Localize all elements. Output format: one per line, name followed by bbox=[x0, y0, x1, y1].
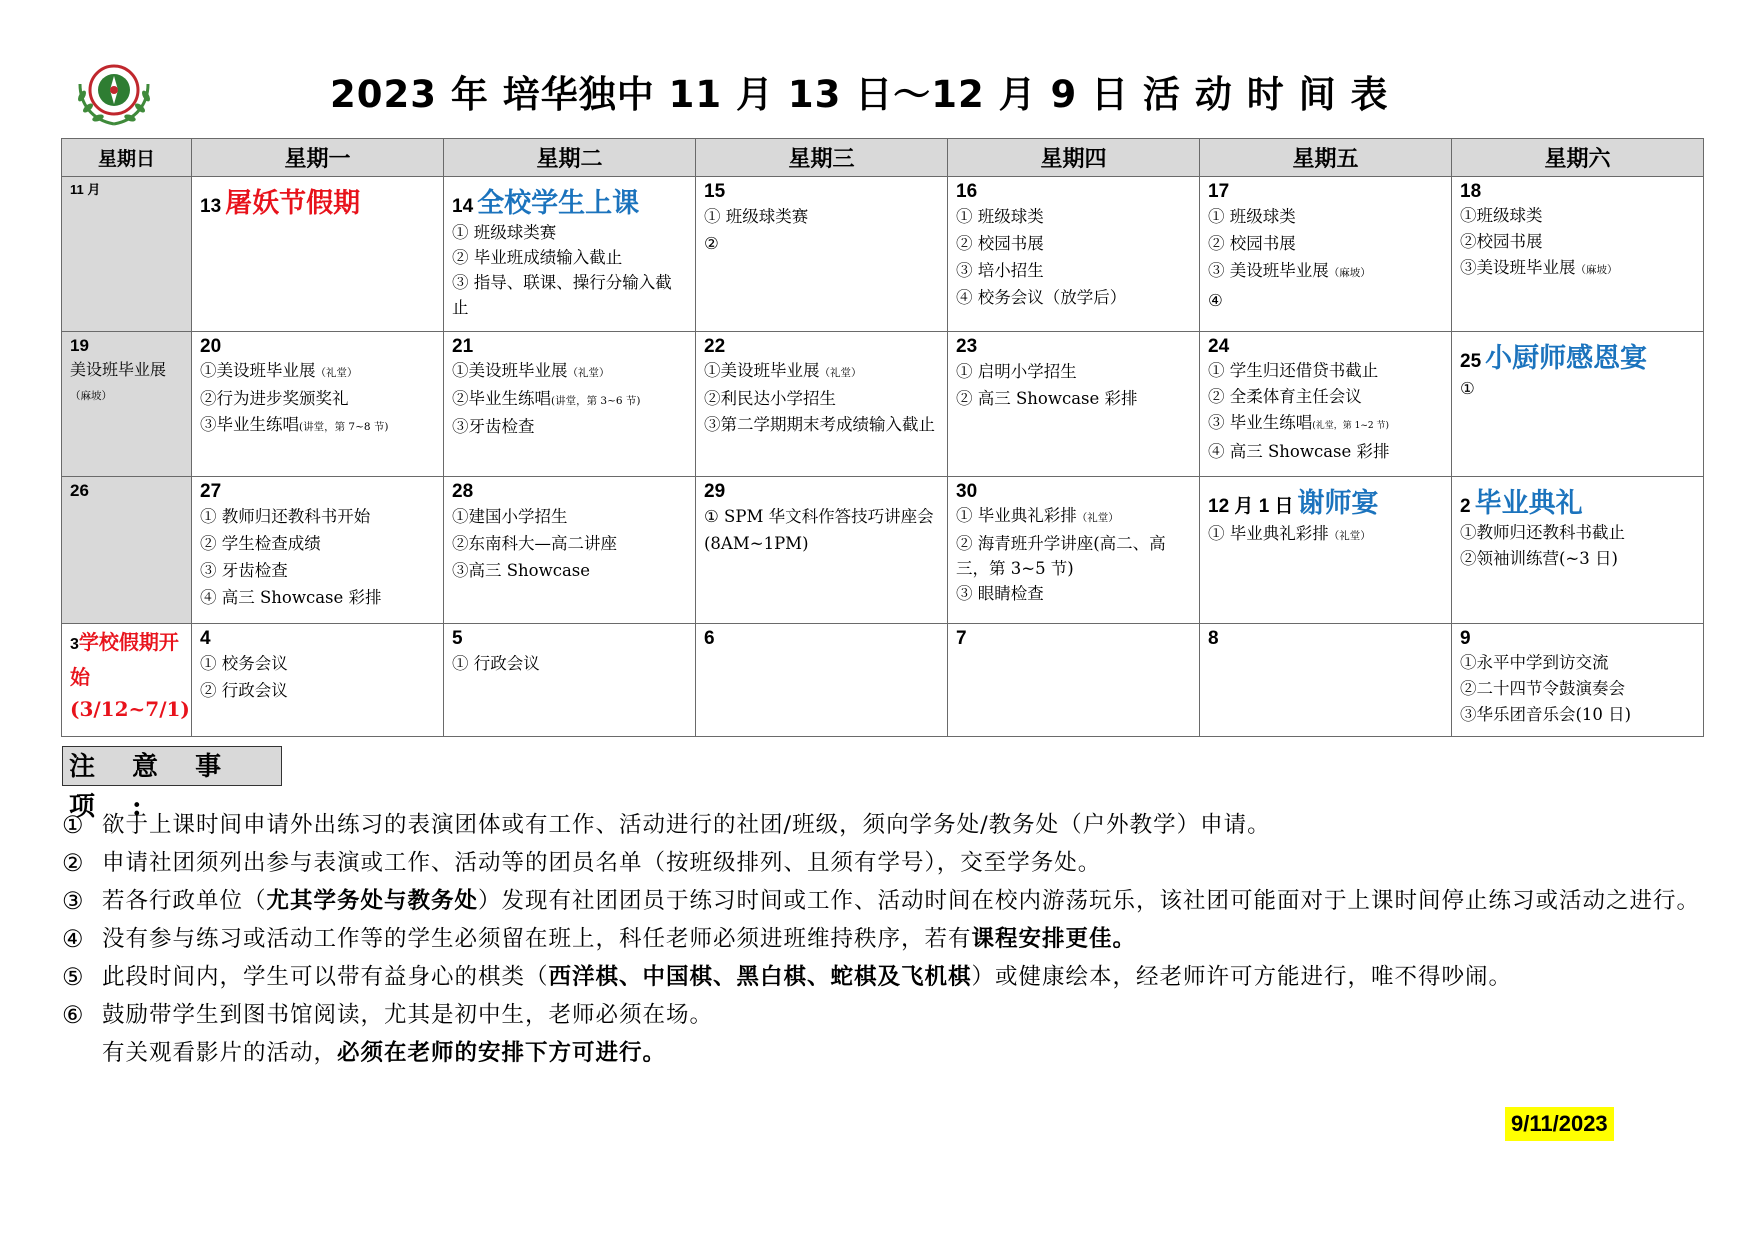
event-item: ② 校园书展 bbox=[1208, 234, 1296, 253]
event-note: （礼堂） bbox=[1328, 530, 1371, 542]
page-title: 2023 年 培华独中 11 月 13 日～12 月 9 日 活 动 时 间 表 bbox=[330, 73, 1389, 116]
event-item: ① 班级球类赛 bbox=[704, 207, 809, 226]
event-note: （麻坡） bbox=[70, 390, 112, 402]
note-text: 若各行政单位（尤其学务处与教务处）发现有社团团员于练习时间或工作、活动时间在校内游荡玩乐，该社团可能面对于上课时间停止练习或活动之进行。 bbox=[102, 888, 1701, 914]
event-item: ③ 毕业生练唱(礼堂，第 1~2 节) bbox=[1208, 413, 1389, 432]
event-item: ① 毕业典礼彩排（礼堂） bbox=[956, 506, 1119, 525]
weekday-header: 星期五 bbox=[1200, 139, 1452, 177]
day-number: 23 bbox=[956, 336, 978, 357]
event-item: ① 学生归还借贷书截止 bbox=[1208, 361, 1379, 380]
weekday-header: 星期二 bbox=[444, 139, 696, 177]
note-item bbox=[62, 1034, 1722, 1072]
event-item: ① 毕业典礼彩排（礼堂） bbox=[1208, 524, 1371, 543]
event-item: ① 班级球类赛 bbox=[452, 223, 557, 242]
event-item: ③牙齿检查 bbox=[452, 417, 535, 436]
notes-list bbox=[62, 806, 1722, 1072]
day-number: 9 bbox=[1460, 628, 1471, 649]
event-note: (礼堂，第 1~2 节) bbox=[1312, 421, 1389, 431]
day-cell bbox=[192, 332, 444, 477]
event-item: ② 全柔体育主任会议 bbox=[1208, 387, 1362, 406]
event-item: ② 校园书展 bbox=[956, 234, 1044, 253]
event-item: ④ 校务会议（放学后） bbox=[956, 288, 1127, 307]
event-item: ① 行政会议 bbox=[452, 654, 540, 673]
day-cell bbox=[696, 177, 948, 332]
day-number: 11 月 bbox=[70, 182, 101, 197]
day-cell bbox=[948, 477, 1200, 624]
sunday-cell bbox=[62, 624, 192, 737]
event-item: ②校园书展 bbox=[1460, 232, 1543, 251]
event-item: ② 海青班升学讲座(高二、高三，第 3~5 节) bbox=[956, 534, 1166, 578]
day-cell bbox=[948, 624, 1200, 737]
day-number: 22 bbox=[704, 336, 726, 357]
day-number: 4 bbox=[200, 628, 211, 649]
day-number: 17 bbox=[1208, 181, 1230, 202]
day-cell bbox=[1452, 477, 1704, 624]
event-note: （麻坡） bbox=[1328, 267, 1371, 279]
event-item: ② 高三 Showcase 彩排 bbox=[956, 389, 1138, 408]
note-text: 没有参与练习或活动工作等的学生必须留在班上，科任老师必须进班维持秩序，若有课程安排更佳。 bbox=[102, 926, 1137, 952]
note-number: ② bbox=[62, 849, 85, 877]
event-item: ① 教师归还教科书开始 bbox=[200, 507, 371, 526]
day-cell bbox=[444, 477, 696, 624]
note-item bbox=[62, 844, 1722, 882]
event-item: ③ 指导、联课、操行分输入截止 bbox=[452, 273, 672, 317]
event-item: ③美设班毕业展（麻坡） bbox=[1460, 258, 1618, 277]
event-item: ② 学生检查成绩 bbox=[200, 534, 321, 553]
note-text: 鼓励带学生到图书馆阅读，尤其是初中生，老师必须在场。 bbox=[102, 1002, 714, 1028]
event-highlight: 谢师宴 bbox=[1297, 488, 1379, 519]
event-item: ① 校务会议 bbox=[200, 654, 288, 673]
holiday-range: (3/12~7/1) bbox=[70, 697, 190, 721]
holiday-label: 学校假期开始 bbox=[70, 630, 179, 689]
day-cell bbox=[1452, 624, 1704, 737]
day-cell bbox=[696, 624, 948, 737]
day-number: 6 bbox=[704, 628, 715, 649]
day-number: 29 bbox=[704, 481, 726, 502]
note-item bbox=[62, 920, 1722, 958]
school-logo bbox=[74, 56, 154, 128]
day-cell bbox=[192, 624, 444, 737]
event-note: （麻坡） bbox=[1575, 264, 1618, 276]
day-cell bbox=[444, 624, 696, 737]
event-item: ③ 眼睛检查 bbox=[956, 584, 1044, 603]
week-row bbox=[62, 624, 1704, 737]
day-cell bbox=[444, 177, 696, 332]
day-number: 16 bbox=[956, 181, 978, 202]
event-item: ③高三 Showcase bbox=[452, 561, 591, 580]
day-number: 8 bbox=[1208, 628, 1219, 649]
event-item: ②东南科大—高二讲座 bbox=[452, 534, 617, 553]
event-item: ①永平中学到访交流 bbox=[1460, 653, 1609, 672]
day-number: 21 bbox=[452, 336, 474, 357]
note-number: ① bbox=[62, 811, 85, 839]
sunday-cell bbox=[62, 477, 192, 624]
schedule-table bbox=[61, 138, 1704, 737]
day-cell bbox=[1200, 477, 1452, 624]
event-item: ② 毕业班成绩输入截止 bbox=[452, 248, 623, 267]
note-number: ⑤ bbox=[62, 963, 85, 991]
day-number: 30 bbox=[956, 481, 978, 502]
note-item bbox=[62, 806, 1722, 844]
event-item: ③ 培小招生 bbox=[956, 261, 1044, 280]
event-item: ①美设班毕业展（礼堂） bbox=[452, 361, 610, 380]
event-highlight: 小厨师感恩宴 bbox=[1485, 343, 1648, 374]
note-text: 申请社团须列出参与表演或工作、活动等的团员名单（按班级排列、且须有学号），交至学务处。 bbox=[102, 850, 1102, 876]
event-item: ③ 美设班毕业展（麻坡） bbox=[1208, 261, 1371, 280]
weekday-header: 星期四 bbox=[948, 139, 1200, 177]
event-item: ③毕业生练唱(讲堂，第 7~8 节) bbox=[200, 415, 389, 434]
event-item: ① bbox=[1460, 379, 1475, 398]
event-item: ①教师归还教科书截止 bbox=[1460, 523, 1625, 542]
weekday-header: 星期一 bbox=[192, 139, 444, 177]
event-item: ④ 高三 Showcase 彩排 bbox=[200, 588, 382, 607]
event-item: ②行为进步奖颁奖礼 bbox=[200, 389, 349, 408]
day-number: 27 bbox=[200, 481, 222, 502]
day-number: 20 bbox=[200, 336, 222, 357]
day-number: 28 bbox=[452, 481, 474, 502]
event-highlight: 屠妖节假期 bbox=[225, 188, 361, 219]
event-item: ①美设班毕业展（礼堂） bbox=[200, 361, 358, 380]
event-item: ③ 牙齿检查 bbox=[200, 561, 288, 580]
note-number: ⑥ bbox=[62, 1001, 85, 1029]
event-item: ①班级球类 bbox=[1460, 206, 1543, 225]
day-cell bbox=[1452, 177, 1704, 332]
day-number: 7 bbox=[956, 628, 967, 649]
event-item: ① 班级球类 bbox=[1208, 207, 1296, 226]
event-highlight: 全校学生上课 bbox=[477, 188, 640, 219]
day-cell bbox=[444, 332, 696, 477]
day-cell bbox=[696, 332, 948, 477]
week-row bbox=[62, 177, 1704, 332]
sunday-cell bbox=[62, 177, 192, 332]
event-note: （礼堂） bbox=[1076, 512, 1119, 524]
event-highlight: 毕业典礼 bbox=[1474, 488, 1583, 519]
day-number: 15 bbox=[704, 181, 726, 202]
note-item bbox=[62, 882, 1722, 920]
weekday-header-row bbox=[62, 139, 1704, 177]
weekday-header: 星期日 bbox=[62, 139, 192, 177]
event-item: ①建国小学招生 bbox=[452, 507, 568, 526]
day-cell bbox=[696, 477, 948, 624]
event-item: ④ 高三 Showcase 彩排 bbox=[1208, 442, 1390, 461]
day-cell bbox=[1200, 624, 1452, 737]
event-item: ① 启明小学招生 bbox=[956, 362, 1077, 381]
note-item bbox=[62, 996, 1722, 1034]
notice-heading: 注 意 事 项 : bbox=[62, 746, 282, 786]
day-number: 13 bbox=[200, 196, 222, 217]
note-number: ③ bbox=[62, 887, 85, 915]
day-cell bbox=[948, 332, 1200, 477]
day-number: 19 bbox=[70, 336, 89, 355]
day-number: 26 bbox=[70, 481, 89, 500]
note-number: ④ bbox=[62, 925, 85, 953]
day-cell bbox=[192, 177, 444, 332]
note-item bbox=[62, 958, 1722, 996]
date-badge: 9/11/2023 bbox=[1505, 1107, 1614, 1141]
sunday-note: 美设班毕业展 bbox=[70, 360, 167, 379]
day-number: 3 bbox=[70, 636, 79, 653]
note-text: 此段时间内，学生可以带有益身心的棋类（西洋棋、中国棋、黑白棋、蛇棋及飞机棋）或健康绘本，经老师许可方能进行，唯不得吵闹。 bbox=[102, 964, 1513, 990]
day-number: 12 月 1 日 bbox=[1208, 496, 1294, 517]
event-item: ① 班级球类 bbox=[956, 207, 1044, 226]
day-number: 14 bbox=[452, 196, 474, 217]
day-cell bbox=[192, 477, 444, 624]
event-item: ① SPM 华文科作答技巧讲座会(8AM~1PM) bbox=[704, 507, 934, 553]
day-number: 18 bbox=[1460, 181, 1482, 202]
event-item: ④ bbox=[1208, 291, 1223, 310]
day-number: 5 bbox=[452, 628, 463, 649]
event-item: ②领袖训练营(~3 日) bbox=[1460, 549, 1618, 568]
day-cell bbox=[1200, 332, 1452, 477]
day-number: 24 bbox=[1208, 336, 1230, 357]
day-number: 25 bbox=[1460, 351, 1482, 372]
note-text: 有关观看影片的活动，必须在老师的安排下方可进行。 bbox=[102, 1040, 667, 1066]
day-number: 2 bbox=[1460, 496, 1471, 517]
event-item: ②毕业生练唱(讲堂，第 3~6 节) bbox=[452, 389, 641, 408]
day-cell bbox=[948, 177, 1200, 332]
event-item: ② bbox=[704, 234, 719, 253]
day-cell bbox=[1452, 332, 1704, 477]
event-item: ②二十四节令鼓演奏会 bbox=[1460, 679, 1625, 698]
day-cell bbox=[1200, 177, 1452, 332]
event-item: ②利民达小学招生 bbox=[704, 389, 836, 408]
event-item: ③第二学期期末考成绩输入截止 bbox=[704, 415, 935, 434]
week-row bbox=[62, 332, 1704, 477]
event-item: ③华乐团音乐会(10 日) bbox=[1460, 705, 1632, 724]
week-row bbox=[62, 477, 1704, 624]
event-item: ①美设班毕业展（礼堂） bbox=[704, 361, 862, 380]
weekday-header: 星期六 bbox=[1452, 139, 1704, 177]
sunday-cell bbox=[62, 332, 192, 477]
weekday-header: 星期三 bbox=[696, 139, 948, 177]
event-item: ② 行政会议 bbox=[200, 681, 288, 700]
note-text: 欲于上课时间申请外出练习的表演团体或有工作、活动进行的社团/班级，须向学务处/教务处（户外教学）申请。 bbox=[102, 812, 1271, 838]
